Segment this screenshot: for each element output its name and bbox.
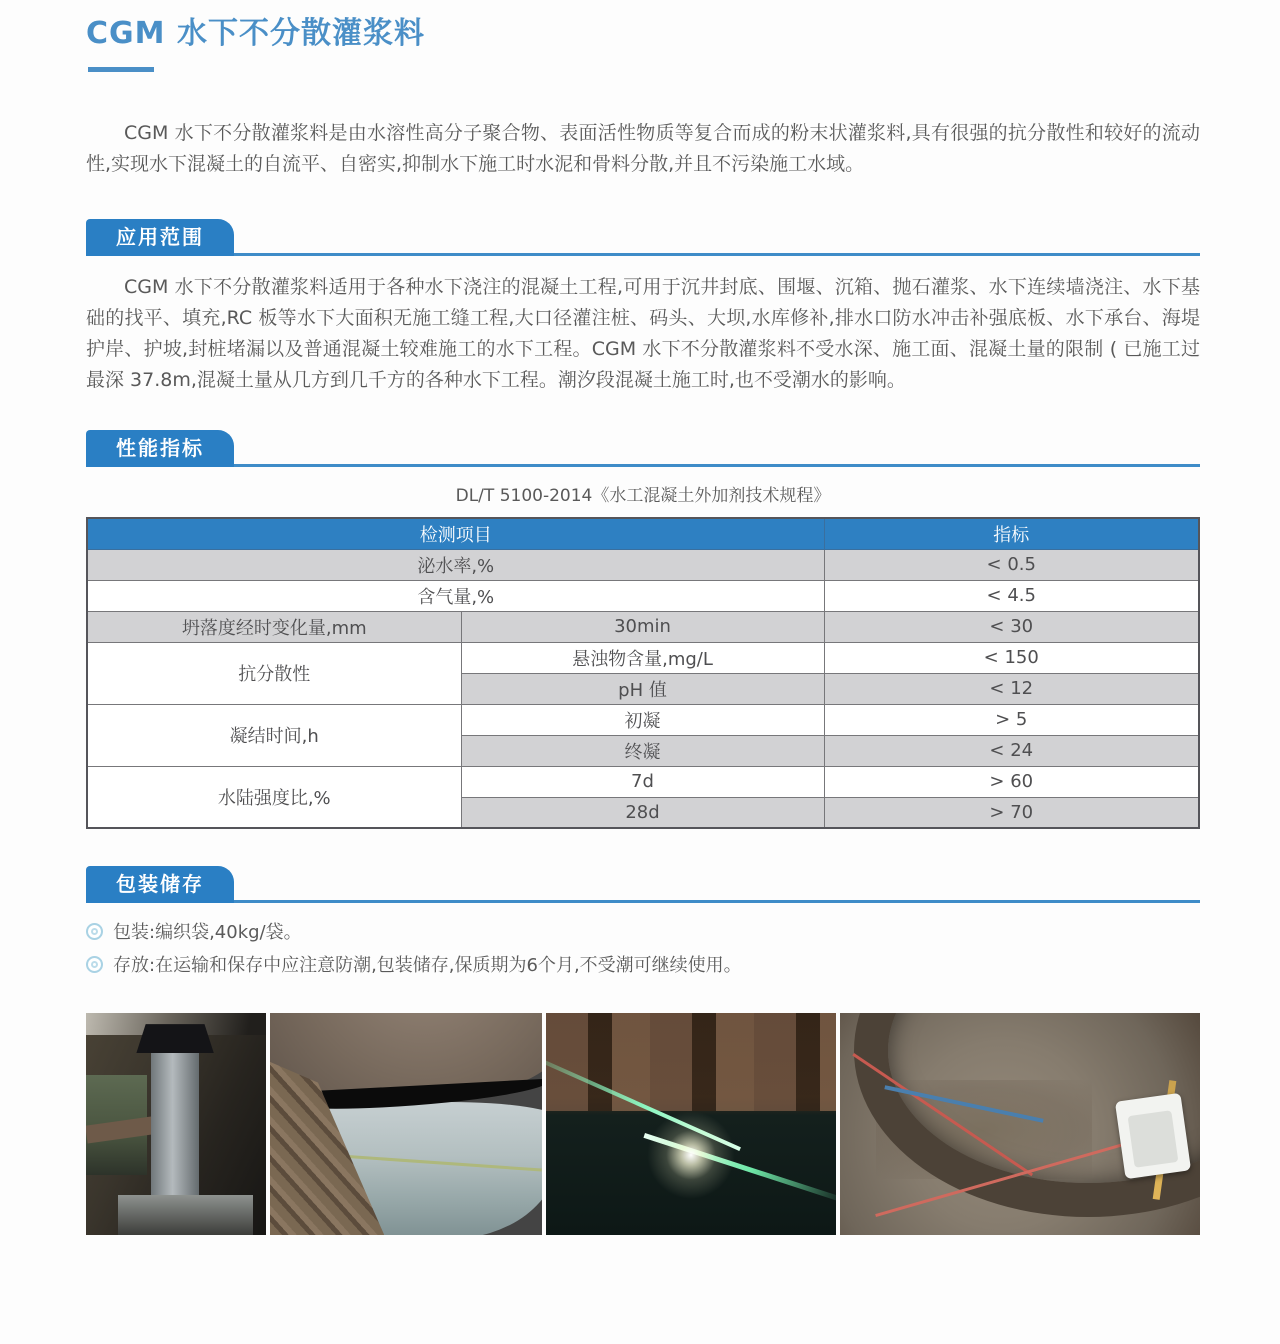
photo-caisson-mud bbox=[840, 1013, 1200, 1235]
table-row bbox=[87, 642, 1199, 673]
photo-pile-repair bbox=[270, 1013, 542, 1235]
intro-paragraph: CGM 水下不分散灌浆料是由水溶性高分子聚合物、表面活性物质等复合而成的粉末状灌浆料,具有很强的抗分散性和较好的流动性,实现水下混凝土的自流平、自密实,抑制水下施工时水泥和骨料分散,并且不污染施工水域。 bbox=[86, 122, 1200, 175]
application-paragraph: CGM 水下不分散灌浆料适用于各种水下浇注的混凝土工程,可用于沉井封底、围堰、沉箱、抛石灌浆、水下连续墙浇注、水下基础的找平、填充,RC 板等水下大面积无施工缝工程,大口径灌注桩、码头、大坝,水库修补,排水口防水冲击补强底板、水下承台、海堤护岸、护坡,封桩堵漏以及普通混凝土较难施工的水下工程。CGM 水下不分散灌浆料不受水深、施工面、混凝土量的限制 ( 已施工过最深 37.8m,混凝土量从几方到几千方的各种水下工程。潮汐段混凝土施工时,也不受潮水的影响。 bbox=[86, 276, 1200, 391]
cell-item: 抗分散性 bbox=[87, 642, 461, 704]
section-header-application bbox=[86, 219, 1200, 256]
cell-subitem: 7d bbox=[461, 766, 824, 797]
bullet-text: 包装:编织袋,40kg/袋。 bbox=[113, 922, 302, 943]
cell-value: > 60 bbox=[824, 766, 1199, 797]
cell-item: 泌水率,% bbox=[87, 549, 824, 580]
performance-table bbox=[86, 517, 1200, 829]
standard-caption: DL/T 5100-2014《水工混凝土外加剂技术规程》 bbox=[455, 486, 831, 506]
cell-value: < 12 bbox=[824, 673, 1199, 704]
cell-value: < 0.5 bbox=[824, 549, 1199, 580]
table-header-row bbox=[87, 518, 1199, 549]
cell-value: < 4.5 bbox=[824, 580, 1199, 611]
cell-item: 坍落度经时变化量,mm bbox=[87, 611, 461, 642]
bullet-text: 存放:在运输和保存中应注意防潮,包装储存,保质期为6个月,不受潮可继续使用。 bbox=[113, 955, 742, 976]
title-underline bbox=[88, 67, 154, 72]
photo-layer bbox=[118, 1195, 253, 1235]
section-badge-application: 应用范围 bbox=[86, 219, 234, 256]
ring-bullet-icon bbox=[86, 956, 103, 973]
cell-value: > 70 bbox=[824, 797, 1199, 828]
table-row bbox=[87, 611, 1199, 642]
cell-subitem: 初凝 bbox=[461, 704, 824, 735]
cell-value: < 150 bbox=[824, 642, 1199, 673]
table-row bbox=[87, 704, 1199, 735]
section-header-performance bbox=[86, 430, 1200, 467]
construction-photo-strip bbox=[86, 1013, 1200, 1235]
cell-item: 含气量,% bbox=[87, 580, 824, 611]
photo-layer bbox=[1127, 1110, 1178, 1168]
packaging-bullet bbox=[86, 918, 302, 944]
table-row bbox=[87, 549, 1199, 580]
cell-subitem: 终凝 bbox=[461, 735, 824, 766]
ring-bullet-icon bbox=[86, 923, 103, 940]
column-header-value: 指标 bbox=[824, 518, 1199, 549]
section-badge-performance: 性能指标 bbox=[86, 430, 234, 467]
cell-value: < 30 bbox=[824, 611, 1199, 642]
cell-subitem: 30min bbox=[461, 611, 824, 642]
cell-item: 水陆强度比,% bbox=[87, 766, 461, 828]
column-header-item: 检测项目 bbox=[87, 518, 824, 549]
table-row bbox=[87, 580, 1199, 611]
photo-night-laser bbox=[546, 1013, 836, 1235]
cell-value: > 5 bbox=[824, 704, 1199, 735]
section-badge-packaging: 包装储存 bbox=[86, 866, 234, 903]
light-glow bbox=[633, 1111, 749, 1200]
photo-layer bbox=[546, 1013, 836, 1111]
cell-subitem: 28d bbox=[461, 797, 824, 828]
cell-subitem: pH 值 bbox=[461, 673, 824, 704]
table-row bbox=[87, 766, 1199, 797]
photo-pier-column bbox=[86, 1013, 266, 1235]
cell-item: 凝结时间,h bbox=[87, 704, 461, 766]
page-title: CGM 水下不分散灌浆料 bbox=[86, 16, 425, 51]
photo-layer bbox=[136, 1024, 213, 1053]
cell-value: < 24 bbox=[824, 735, 1199, 766]
section-header-packaging bbox=[86, 866, 1200, 903]
cell-subitem: 悬浊物含量,mg/L bbox=[461, 642, 824, 673]
storage-bullet bbox=[86, 951, 742, 977]
photo-layer bbox=[151, 1049, 200, 1213]
